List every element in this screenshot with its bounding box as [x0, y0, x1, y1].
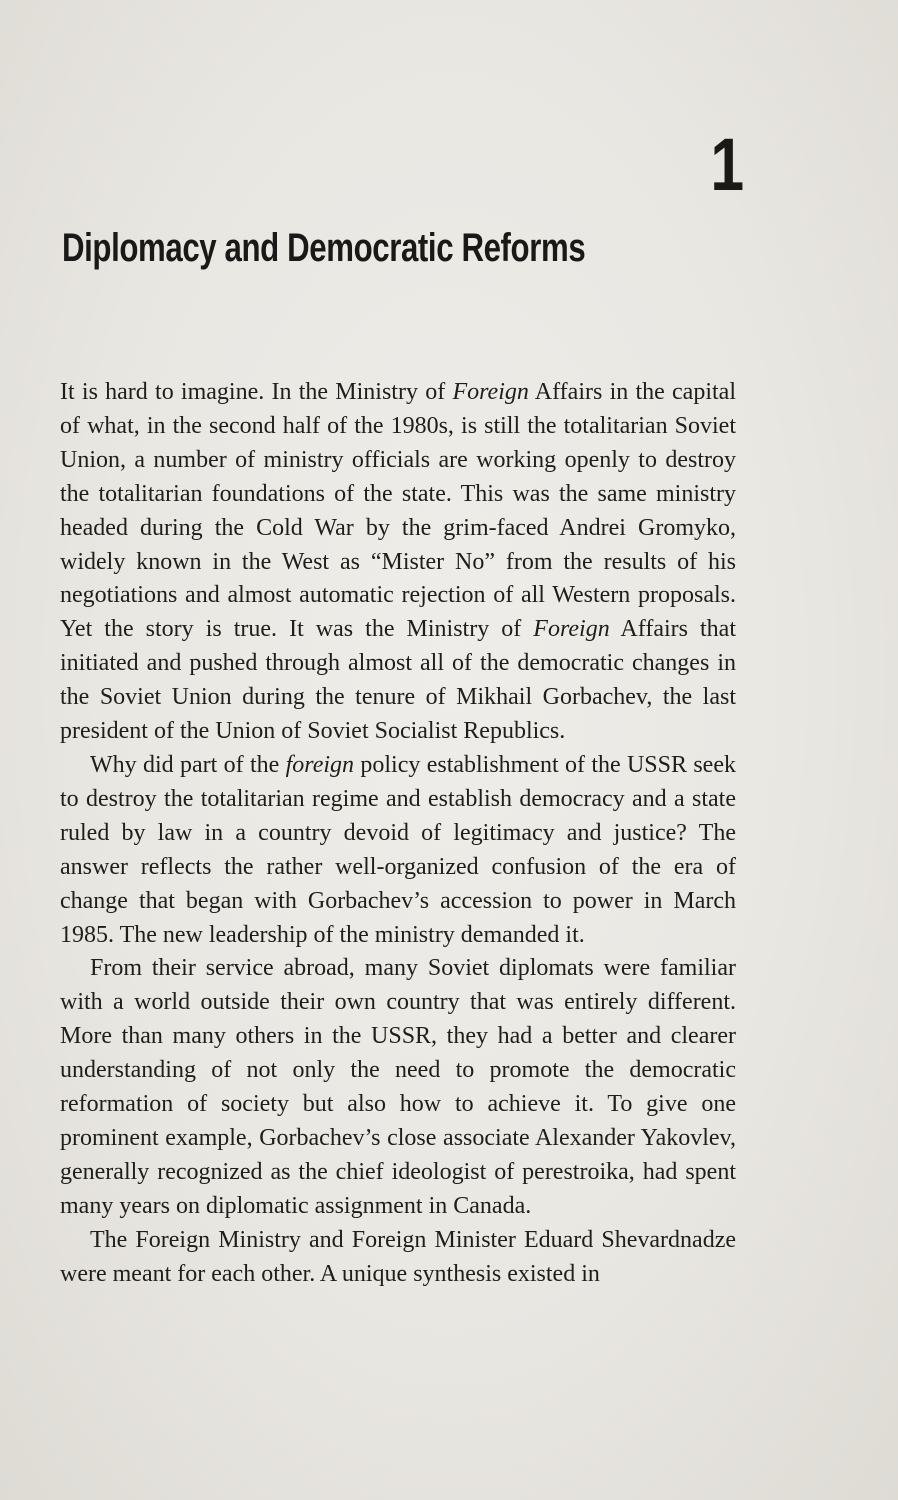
text-run: The Foreign Ministry and Foreign Minister Eduard Shevardnadze were meant for each other. A unique synthesis existed in — [60, 1226, 736, 1287]
chapter-title: Diplomacy and Democratic Reforms — [62, 226, 586, 270]
text-run: Affairs that initiated and pushed through almost all of the democratic changes in the Soviet Union during the tenure of Mikhail Gorbachev, the last president of the Union of Soviet Socialist Republics. — [60, 616, 736, 745]
text-run-italic: foreign — [285, 751, 355, 778]
text-run: policy establishment of the USSR seek to destroy the totalitarian regime and establish democracy and a state ruled by law in a country devoid of legitimacy and justice? The answer reflects the rather well-organized confusion of the era of change that began with Gorbachev’s accession to power in March 1985. The new leadership of the ministry demanded it. — [60, 751, 736, 948]
paragraph-4 — [60, 1224, 736, 1292]
text-run: Why did part of the — [90, 751, 286, 778]
text-run: Affairs in the capital of what, in the second half of the 1980s, is still the totalitarian Soviet Union, a number of ministry officials are working openly to destroy the totalitarian foundations of the state. This was the same ministry headed during the Cold War by the grim-faced Andrei Gromyko, widely known in the West as “Mister No” from the results of his negotiations and almost automatic rejection of all Western proposals. Yet the story is true. It was the Ministry of — [60, 379, 736, 643]
text-run: It is hard to imagine. In the Ministry of — [60, 379, 453, 405]
text-run: From their service abroad, many Soviet diplomats were familiar with a world outside their own country that was entirely different. More than many others in the USSR, they had a better and clearer understanding of not only the need to promote the democratic reformation of society but also how to achieve it. To give one prominent example, Gorbachev’s close associate Alexander Yakovlev, generally recognized as the chief ideologist of perestroika, had spent many years on diplomatic assignment in Canada. — [60, 955, 736, 1219]
paragraph-2 — [60, 749, 736, 952]
text-run-italic: Foreign — [533, 616, 610, 643]
paragraph-1 — [60, 376, 736, 749]
chapter-number: 1 — [710, 123, 744, 206]
paragraph-3 — [60, 952, 736, 1223]
chapter-body-text — [60, 376, 736, 1291]
text-run-italic: Foreign — [452, 379, 529, 405]
